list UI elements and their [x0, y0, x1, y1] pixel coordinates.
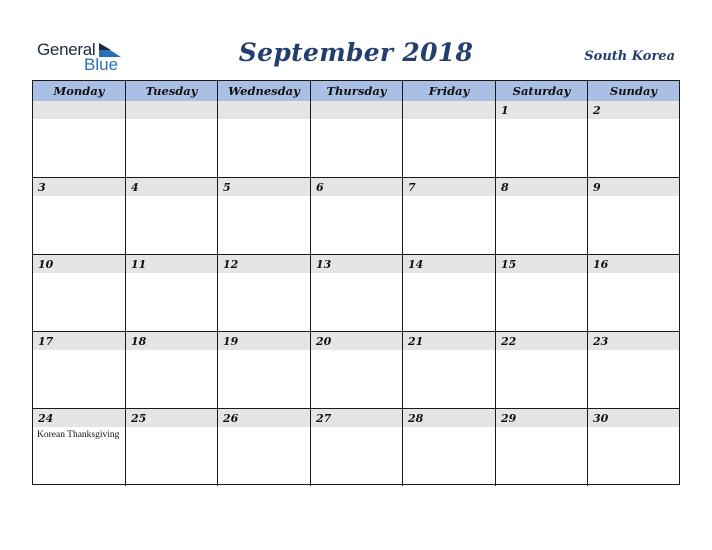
- day-cell-empty: [403, 101, 496, 177]
- day-cell-20: [311, 332, 403, 408]
- day-number: 9: [593, 181, 601, 194]
- day-cell-6: [311, 178, 403, 254]
- day-cell-27: [311, 409, 403, 486]
- weekday-header-row: [33, 81, 679, 102]
- day-number-band: [33, 178, 125, 196]
- day-cell-5: [218, 178, 311, 254]
- day-number: 10: [38, 258, 54, 271]
- day-cell-4: [126, 178, 218, 254]
- day-cell-24: [33, 409, 126, 486]
- day-cell-empty: [126, 101, 218, 177]
- day-number-band: [218, 101, 310, 119]
- day-number-band: [311, 178, 402, 196]
- day-number: 29: [501, 412, 517, 425]
- day-number: 7: [408, 181, 416, 194]
- day-number: 14: [408, 258, 424, 271]
- week-row: [33, 332, 679, 409]
- day-number: 25: [131, 412, 147, 425]
- day-number-band: [588, 101, 679, 119]
- day-cell-empty: [218, 101, 311, 177]
- day-cell-2: [588, 101, 679, 177]
- day-number: 28: [408, 412, 424, 425]
- day-number: 23: [593, 335, 609, 348]
- day-number: 22: [501, 335, 517, 348]
- week-row: [33, 255, 679, 332]
- day-cell-19: [218, 332, 311, 408]
- day-cell-16: [588, 255, 679, 331]
- day-cell-7: [403, 178, 496, 254]
- weekday-header-saturday: Saturday: [496, 81, 588, 101]
- day-number: 24: [38, 412, 54, 425]
- day-cell-empty: [33, 101, 126, 177]
- day-cell-13: [311, 255, 403, 331]
- holiday-label: Korean Thanksgiving: [37, 430, 120, 440]
- day-number-band: [588, 178, 679, 196]
- day-number: 8: [501, 181, 509, 194]
- day-number: 27: [316, 412, 332, 425]
- logo-word-blue: Blue: [84, 55, 119, 74]
- day-number: 11: [131, 258, 147, 271]
- day-number: 19: [223, 335, 239, 348]
- day-cell-29: [496, 409, 588, 486]
- day-number: 13: [316, 258, 332, 271]
- country-label: South Korea: [584, 49, 675, 64]
- day-number: 16: [593, 258, 609, 271]
- day-number: 17: [38, 335, 54, 348]
- day-number: 3: [38, 181, 46, 194]
- day-cell-22: [496, 332, 588, 408]
- day-cell-28: [403, 409, 496, 486]
- weekday-header-tuesday: Tuesday: [126, 81, 218, 101]
- day-cell-25: [126, 409, 218, 486]
- week-row: [33, 409, 679, 486]
- day-number: 1: [501, 104, 509, 117]
- day-number: 20: [316, 335, 332, 348]
- day-cell-10: [33, 255, 126, 331]
- day-number: 12: [223, 258, 239, 271]
- day-cell-8: [496, 178, 588, 254]
- day-number-band: [126, 178, 217, 196]
- day-number: 5: [223, 181, 231, 194]
- day-cell-11: [126, 255, 218, 331]
- day-cell-15: [496, 255, 588, 331]
- day-cell-14: [403, 255, 496, 331]
- weekday-header-friday: Friday: [403, 81, 496, 101]
- day-number: 15: [501, 258, 517, 271]
- day-cell-23: [588, 332, 679, 408]
- day-number: 2: [593, 104, 601, 117]
- day-cell-26: [218, 409, 311, 486]
- calendar-grid: [32, 80, 680, 485]
- day-number: 18: [131, 335, 147, 348]
- day-cell-1: [496, 101, 588, 177]
- page-title: September 2018: [238, 38, 474, 67]
- day-number: 26: [223, 412, 239, 425]
- logo-word-general: General: [37, 40, 96, 59]
- day-cell-empty: [311, 101, 403, 177]
- day-number: 6: [316, 181, 324, 194]
- day-cell-3: [33, 178, 126, 254]
- weekday-header-monday: Monday: [33, 81, 126, 101]
- day-cell-9: [588, 178, 679, 254]
- week-row: [33, 178, 679, 255]
- weekday-header-sunday: Sunday: [609, 84, 658, 98]
- day-number-band: [496, 101, 587, 119]
- day-number: 21: [408, 335, 424, 348]
- day-number: 4: [131, 181, 139, 194]
- day-number-band: [496, 178, 587, 196]
- day-number-band: [218, 178, 310, 196]
- weekday-header-wednesday: Wednesday: [218, 81, 311, 101]
- day-number-band: [126, 101, 217, 119]
- day-number-band: [311, 101, 402, 119]
- day-cell-18: [126, 332, 218, 408]
- week-row: [33, 101, 679, 178]
- day-cell-30: [588, 409, 679, 486]
- weekday-header-thursday: Thursday: [311, 81, 403, 101]
- day-cell-17: [33, 332, 126, 408]
- day-number: 30: [593, 412, 609, 425]
- day-number-band: [403, 178, 495, 196]
- day-cell-12: [218, 255, 311, 331]
- day-number-band: [403, 101, 495, 119]
- day-cell-21: [403, 332, 496, 408]
- day-number-band: [33, 101, 125, 119]
